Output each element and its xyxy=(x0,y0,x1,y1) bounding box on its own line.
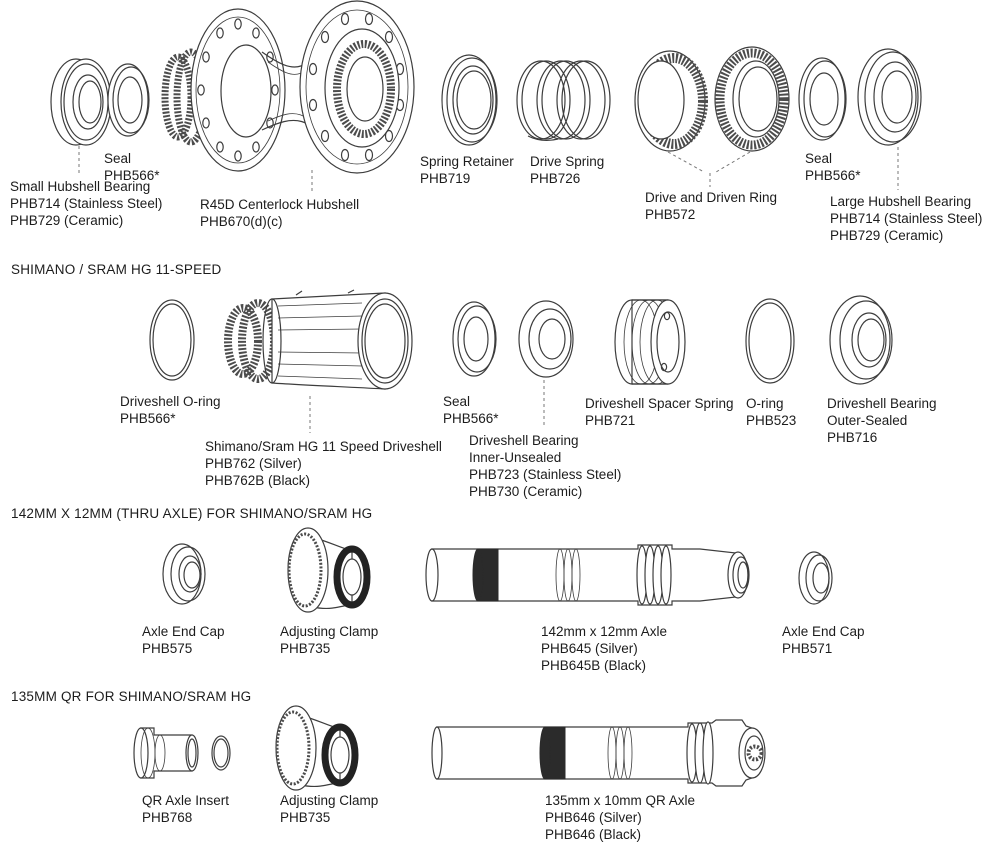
part-name: Seal xyxy=(104,151,132,166)
driven-ring-drawing xyxy=(715,47,789,151)
large-hubshell-bearing-drawing xyxy=(858,49,921,145)
part-number: PHB729 (Ceramic) xyxy=(830,228,944,243)
part-name: Axle End Cap xyxy=(782,624,865,639)
part-name: Seal xyxy=(443,394,471,409)
part-number: PHB730 (Ceramic) xyxy=(469,484,583,499)
seal-right-drawing xyxy=(799,58,846,140)
part-name: Small Hubshell Bearing xyxy=(10,179,151,194)
part-number: PHB721 xyxy=(585,413,636,428)
part-name: Spring Retainer xyxy=(420,154,514,169)
section-heading-qr: 135MM QR FOR SHIMANO/SRAM HG xyxy=(11,689,252,704)
part-number: PHB572 xyxy=(645,207,696,222)
part-name: Drive and Driven Ring xyxy=(645,190,778,205)
part-name: O-ring xyxy=(746,396,784,411)
part-number: PHB566* xyxy=(120,411,176,426)
label-driveshell-spacer-spring xyxy=(585,395,734,429)
part-number: PHB646 (Silver) xyxy=(545,810,642,825)
label-seal-left xyxy=(104,150,160,184)
part-number: PHB714 (Stainless Steel) xyxy=(830,211,983,226)
label-adjusting-clamp xyxy=(280,623,378,657)
driveshell-bearing-inner-drawing xyxy=(519,301,573,377)
label-drive-and-driven-ring xyxy=(645,189,777,223)
qr-insert-o-ring-drawing xyxy=(212,736,230,770)
axle-end-cap-right-drawing xyxy=(799,552,832,604)
part-number: PHB729 (Ceramic) xyxy=(10,213,124,228)
label-o-ring xyxy=(746,395,796,429)
part-number: PHB646 (Black) xyxy=(545,827,642,842)
part-name: Adjusting Clamp xyxy=(280,793,379,808)
part-number: PHB523 xyxy=(746,413,797,428)
thru-axle-drawing xyxy=(426,545,749,605)
part-number: PHB735 xyxy=(280,810,331,825)
small-hubshell-bearing-drawing xyxy=(51,59,111,145)
label-axle-end-cap-left xyxy=(142,623,225,657)
label-qr-axle xyxy=(545,792,695,843)
label-small-hubshell-bearing xyxy=(10,178,162,229)
section-heading-hg11: SHIMANO / SRAM HG 11-SPEED xyxy=(11,262,222,277)
part-number: PHB571 xyxy=(782,641,833,656)
adjusting-clamp-drawing xyxy=(288,528,367,612)
part-number: PHB726 xyxy=(530,171,581,186)
section-heading-thru-axle: 142MM X 12MM (THRU AXLE) FOR SHIMANO/SRAM HG xyxy=(11,506,373,521)
part-number: PHB566* xyxy=(443,411,499,426)
label-drive-spring xyxy=(530,153,604,187)
part-name: Axle End Cap xyxy=(142,624,225,639)
part-name: 142mm x 12mm Axle xyxy=(541,624,668,639)
seal-drawing-hg xyxy=(453,302,496,376)
label-spring-retainer xyxy=(420,153,514,187)
part-name: Outer-Sealed xyxy=(827,413,908,428)
spring-retainer-drawing xyxy=(442,55,497,145)
label-adjusting-clamp-qr xyxy=(280,792,378,826)
label-driveshell-o-ring xyxy=(120,393,221,427)
part-name: Driveshell O-ring xyxy=(120,394,221,409)
seal-left-drawing xyxy=(108,64,149,136)
part-name: Seal xyxy=(805,151,833,166)
part-number: PHB723 (Stainless Steel) xyxy=(469,467,622,482)
part-name: Driveshell Bearing xyxy=(827,396,937,411)
label-large-hubshell-bearing xyxy=(830,193,982,244)
axle-end-cap-left-drawing xyxy=(163,544,205,604)
label-thru-axle xyxy=(541,623,667,674)
drive-ring-drawing xyxy=(635,51,705,151)
part-number: PHB714 (Stainless Steel) xyxy=(10,196,163,211)
driveshell-o-ring-drawing xyxy=(150,300,194,380)
part-name: Adjusting Clamp xyxy=(280,624,379,639)
label-seal-right xyxy=(805,150,861,184)
label-qr-axle-insert xyxy=(142,792,229,826)
part-number: PHB719 xyxy=(420,171,471,186)
part-name: R45D Centerlock Hubshell xyxy=(200,197,360,212)
hg11-driveshell-drawing xyxy=(228,290,412,389)
section2-leader-lines xyxy=(310,380,544,433)
label-axle-end-cap-right xyxy=(782,623,865,657)
part-name: Driveshell Spacer Spring xyxy=(585,396,734,411)
part-number: PHB670(d)(c) xyxy=(200,214,283,229)
part-number: PHB566* xyxy=(805,168,861,183)
part-name: Driveshell Bearing xyxy=(469,433,579,448)
label-driveshell-bearing-outer xyxy=(827,395,937,446)
hubshell-drawing xyxy=(165,1,414,173)
part-name: Shimano/Sram HG 11 Speed Driveshell xyxy=(205,439,442,454)
driveshell-bearing-outer-drawing xyxy=(830,296,892,384)
part-name: Drive Spring xyxy=(530,154,605,169)
part-number: PHB716 xyxy=(827,430,878,445)
label-driveshell-bearing-inner xyxy=(469,432,621,500)
label-hubshell xyxy=(200,196,359,230)
part-name: 135mm x 10mm QR Axle xyxy=(545,793,696,808)
o-ring-drawing xyxy=(746,299,794,383)
part-name: Large Hubshell Bearing xyxy=(830,194,972,209)
part-name: QR Axle Insert xyxy=(142,793,230,808)
part-number: PHB762B (Black) xyxy=(205,473,311,488)
part-number: PHB645 (Silver) xyxy=(541,641,638,656)
part-number: PHB768 xyxy=(142,810,193,825)
part-number: PHB735 xyxy=(280,641,331,656)
driveshell-spacer-spring-drawing xyxy=(615,300,685,384)
part-name: Inner-Unsealed xyxy=(469,450,562,465)
label-hg11-driveshell xyxy=(205,438,442,489)
label-seal-hg xyxy=(443,393,499,427)
part-number: PHB575 xyxy=(142,641,193,656)
part-number: PHB762 (Silver) xyxy=(205,456,302,471)
drive-spring-drawing xyxy=(517,61,610,140)
adjusting-clamp-qr-drawing xyxy=(276,706,355,790)
qr-axle-insert-drawing xyxy=(134,728,198,778)
qr-axle-drawing xyxy=(432,720,765,786)
part-number: PHB645B (Black) xyxy=(541,658,647,673)
part-number: PHB566* xyxy=(104,168,160,183)
